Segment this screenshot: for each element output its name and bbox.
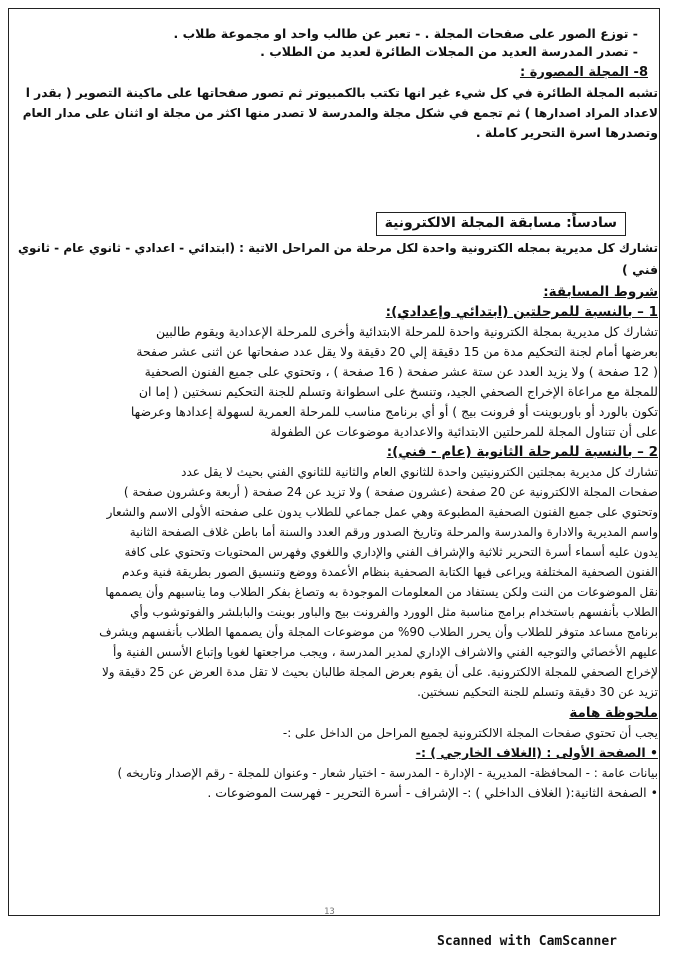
- part2-line-7: نقل الموضوعات من النت ولكن يستفاد من المعلومات الموجودة به وتصاغ بفكر الطلاب وما يناسبهم وأن يصممها: [105, 585, 658, 599]
- part1-line-3: ( 12 صفحة ) ولا يزيد العدد عن ستة عشر صفحة ( 16 صفحة ) ، وتحتوي على جميع الفنون الصحفية: [144, 364, 658, 379]
- part2-line-2: صفحات المجلة الالكترونية عن 20 صفحة (عشرون صفحة ) ولا تزيد عن 24 صفحة ( أربعة وعشرون صفحة ): [123, 485, 658, 499]
- part2-title: 2 – بالنسبة للمرحلة الثانوية (عام - فني):: [386, 444, 658, 460]
- part1-line-6: على أن تتناول المجلة للمرحلتين الابتدائية والاعدادية موضوعات عن الطفولة: [270, 424, 658, 439]
- sixth-section-title: سادساً: مسابقة المجلة الالكترونية: [376, 212, 626, 236]
- part2-line-9: برنامج مساعد متوفر للطلاب وأن يحرر الطلاب 90% من موضوعات المجلة وأن يصممها الطلاب بأنفسهم ويشرف: [99, 625, 658, 639]
- part2-line-3: وتحتوي على جميع الفنون الصحفية المطبوعة وهي عمل جماعي للطلاب يدون على صفحته الأولى الاسم والشعار: [106, 505, 658, 519]
- section8-title: 8- المجلة المصورة :: [519, 65, 648, 80]
- scanner-brand: Scanned with CamScanner: [437, 934, 618, 949]
- part1-line-2: بعرضها أمام لجنة التحكيم مدة من 15 دقيقة إلي 20 دقيقة ولا يقل عدد صفحاتها عن اثنى عشر صفحة: [136, 344, 658, 359]
- note-title: ملحوظة هامة: [569, 705, 658, 721]
- section8-line-3: وتصدرها اسرة التحرير كاملة .: [475, 125, 658, 140]
- sixth-line-2: فني ): [622, 262, 658, 277]
- part1-line-4: للمجلة مع مراعاة الإخراج الصحفي الجيد، وتنسخ على اسطوانة وتسلم للجنة التحكيم نسختين ( إما ان: [138, 384, 658, 399]
- note-intro: يجب أن تحتوي صفحات المجلة الالكترونية لجميع المراحل من الداخل على :-: [282, 726, 658, 740]
- part2-line-5: يدون عليه أسماء أسرة التحرير ثلاثية والإشراف الفني والإداري واللغوي وفهرس المحتويات وتحتوي على كافة: [124, 545, 658, 559]
- part2-line-10: عليهم الأخصائي والتوجيه الفني والاشراف الإداري لمدير المدرسة ، ويجب مراجعتها لغويا وإتباع الأسس الفنية وأ: [113, 645, 658, 659]
- note-page1: • الصفحة الأولى : (الغلاف الخارجي ) :-: [415, 745, 658, 760]
- top-line-2: - تصدر المدرسة العديد من المجلات الطائرة لعديد من الطلاب .: [260, 44, 638, 59]
- part1-line-1: تشارك كل مديرية بمجلة الكترونية واحدة للمرحلة الابتدائية وأخرى للمرحلة الإعدادية ويقوم طالبين: [155, 324, 658, 339]
- note-page2: • الصفحة الثانية:( الغلاف الداخلي ) :- الإشراف - أسرة التحرير - فهرست الموضوعات .: [207, 785, 658, 800]
- part2-line-1: تشارك كل مديرية بمجلتين الكترونيتين واحدة للثانوي العام والثانية للثانوي الفني بحيث لا يقل عدد: [181, 465, 658, 479]
- note-general: بيانات عامة : - المحافظة- المديرية - الإدارة - المدرسة - اختيار شعار - وعنوان للمجلة - رقم الإصدار وتاريخه ): [117, 766, 658, 780]
- part1-title: 1 – بالنسبة للمرحلتين (ابتدائي وإعدادي):: [385, 304, 658, 320]
- page-number: 13: [324, 907, 335, 917]
- top-line-1: - توزع الصور على صفحات المجلة . - تعبر عن طالب واحد او مجموعة طلاب .: [173, 26, 638, 41]
- section8-line-1: تشبه المجلة الطائرة في كل شيء غير انها تكتب بالكمبيوتر ثم تصور صفحاتها على ماكينة التصوير ( بقدر ا: [25, 86, 658, 100]
- part2-line-11: لإخراج الصحفي للمجلة الالكترونية. على أن يقوم بعرض المجلة طالبان بحيث لا تقل مدة العرض عن 25 دقيقة ولا: [101, 665, 658, 679]
- conditions-title: شروط المسابقة:: [543, 284, 658, 300]
- part2-line-8: الطلاب بأنفسهم باستخدام برامج مناسبة مثل الوورد والفرونت بيج والباور بوينت والبابلشر والفوتوشوب وأي: [130, 605, 658, 619]
- part2-line-6: الفنون الصحفية المختلفة ويراعى فيها الكتابة الصحفية بنظام الأعمدة ووضع وتنسيق الصور بطريقة فنية وعدم: [121, 565, 658, 579]
- sixth-line-1: تشارك كل مديرية بمجله الكترونية واحدة لكل مرحلة من المراحل الاتية : (ابتدائي - اعدادي - ثانوي عام - ثانوي: [17, 241, 658, 255]
- part1-line-5: تكون بالورد أو باوربوينت أو فرونت بيج ) أو أي برنامج مناسب للمرحلة العمرية لسهولة إعدادها وعرضها: [130, 404, 658, 419]
- section8-line-2: لاعداد المراد اصدارها ) ثم تجمع في شكل مجلة والمدرسة لا تصدر منها اكثر من مجلة او اثنان على مدار العام: [22, 106, 658, 120]
- part2-line-4: واسم المديرية والادارة والمدرسة والمرحلة وتاريخ الصدور ورقم العدد والسنة أما باطن غلاف الصفحة الثانية: [129, 525, 658, 539]
- part2-line-12: تزيد عن 30 دقيقة وتسلم للجنة التحكيم نسختين.: [417, 685, 658, 699]
